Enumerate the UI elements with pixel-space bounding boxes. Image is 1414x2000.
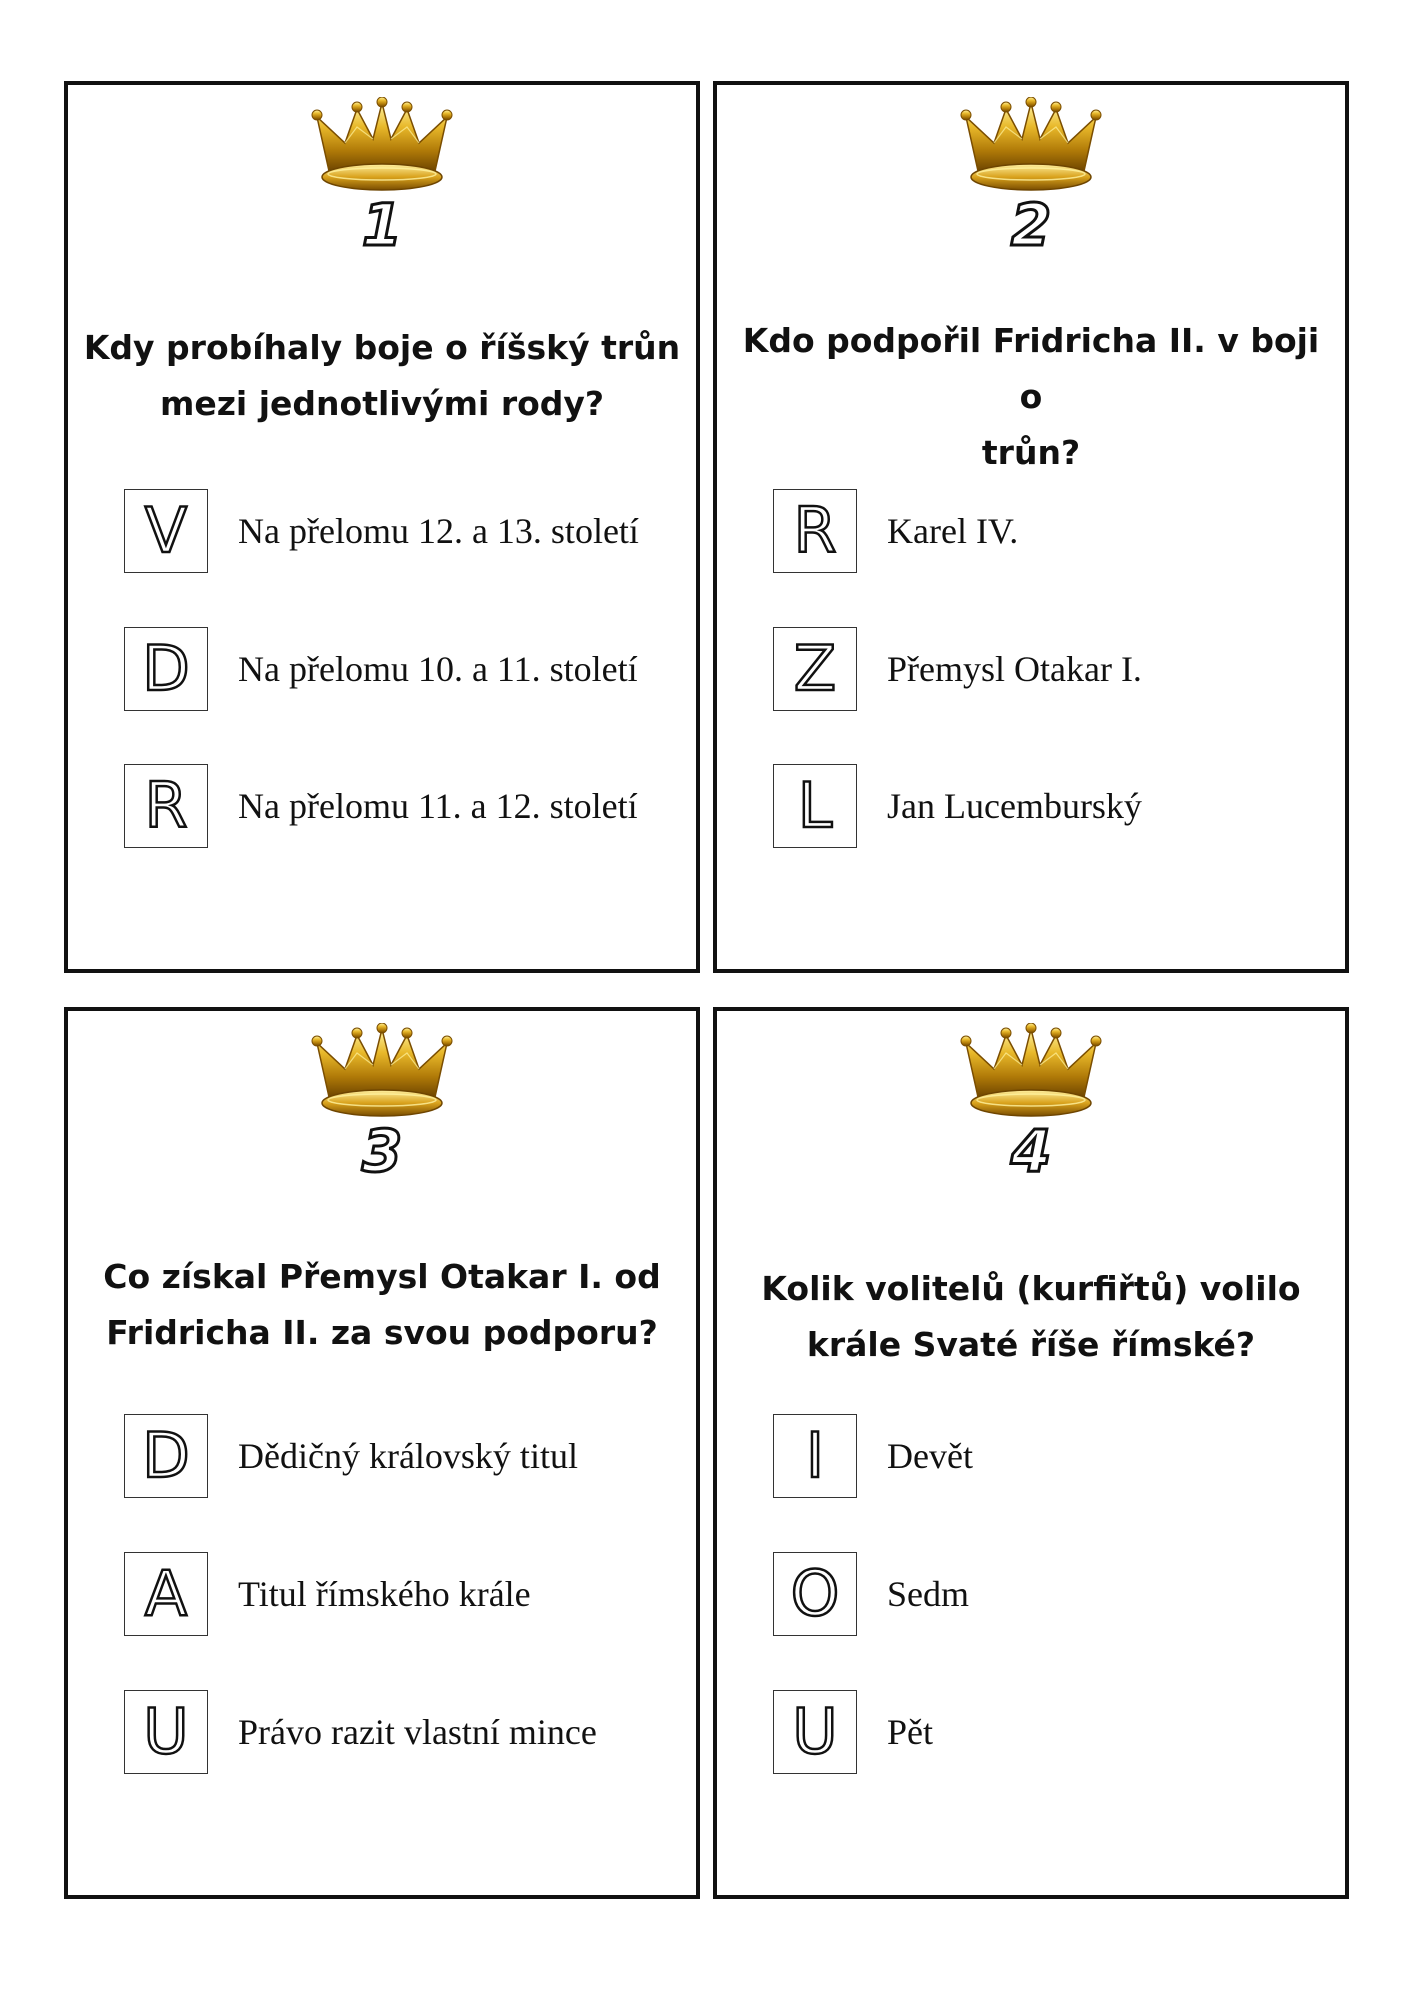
answer-text: Na přelomu 12. a 13. století <box>238 511 639 551</box>
answer-letter: A <box>124 1552 208 1636</box>
question-line-1: Kdo podpořil Fridricha II. v boji o <box>742 321 1320 416</box>
answer-text: Na přelomu 10. a 11. století <box>238 649 638 689</box>
crown-icon <box>956 1023 1106 1123</box>
answer-option[interactable] <box>124 489 688 575</box>
question-text <box>727 1261 1335 1373</box>
answer-text: Jan Lucemburský <box>887 786 1142 826</box>
answer-option[interactable] <box>773 627 1337 713</box>
crown-icon <box>307 97 457 197</box>
card-number: 3 <box>361 1117 403 1185</box>
answer-option[interactable] <box>773 1552 1337 1638</box>
question-text <box>727 313 1335 481</box>
answer-letter: R <box>124 764 208 848</box>
answer-option[interactable] <box>124 764 688 850</box>
answer-text: Devět <box>887 1436 973 1476</box>
answer-option[interactable] <box>124 1552 688 1638</box>
answer-text: Na přelomu 11. a 12. století <box>238 786 638 826</box>
question-line-2: trůn? <box>981 433 1081 472</box>
answer-letter: I <box>773 1414 857 1498</box>
quiz-card-3 <box>64 1007 700 1899</box>
answer-letter: Z <box>773 627 857 711</box>
answer-option[interactable] <box>773 764 1337 850</box>
crown-icon <box>307 1023 457 1123</box>
answer-letter: R <box>773 489 857 573</box>
question-line-1: Kdy probíhaly boje o říšský trůn <box>83 328 681 367</box>
answer-letter: O <box>773 1552 857 1636</box>
question-line-1: Co získal Přemysl Otakar I. od <box>103 1257 661 1296</box>
answer-text: Přemysl Otakar I. <box>887 649 1142 689</box>
answer-text: Právo razit vlastní mince <box>238 1712 597 1752</box>
card-number: 4 <box>1010 1117 1052 1185</box>
answer-letter: D <box>124 1414 208 1498</box>
question-line-1: Kolik volitelů (kurfiřtů) volilo <box>761 1269 1301 1308</box>
quiz-card-2 <box>713 81 1349 973</box>
quiz-card-1 <box>64 81 700 973</box>
answer-letter: V <box>124 489 208 573</box>
question-text <box>78 320 686 432</box>
quiz-card-4 <box>713 1007 1349 1899</box>
answer-text: Karel IV. <box>887 511 1019 551</box>
card-number: 2 <box>1010 191 1052 259</box>
question-line-2: Fridricha II. za svou podporu? <box>106 1313 658 1352</box>
answer-text: Titul římského krále <box>238 1574 531 1614</box>
answer-text: Pět <box>887 1712 934 1752</box>
question-line-2: krále Svaté říše římské? <box>806 1325 1256 1364</box>
answer-text: Dědičný královský titul <box>238 1436 578 1476</box>
answer-option[interactable] <box>773 489 1337 575</box>
answer-letter: U <box>124 1690 208 1774</box>
answer-option[interactable] <box>773 1414 1337 1500</box>
answer-letter: D <box>124 627 208 711</box>
answer-option[interactable] <box>773 1690 1337 1776</box>
answer-text: Sedm <box>887 1574 970 1614</box>
answer-letter: L <box>773 764 857 848</box>
answer-option[interactable] <box>124 1414 688 1500</box>
answer-option[interactable] <box>124 627 688 713</box>
crown-icon <box>956 97 1106 197</box>
question-text <box>78 1249 686 1361</box>
question-line-2: mezi jednotlivými rody? <box>159 384 605 423</box>
card-number: 1 <box>361 191 403 259</box>
answer-option[interactable] <box>124 1690 688 1776</box>
answer-letter: U <box>773 1690 857 1774</box>
